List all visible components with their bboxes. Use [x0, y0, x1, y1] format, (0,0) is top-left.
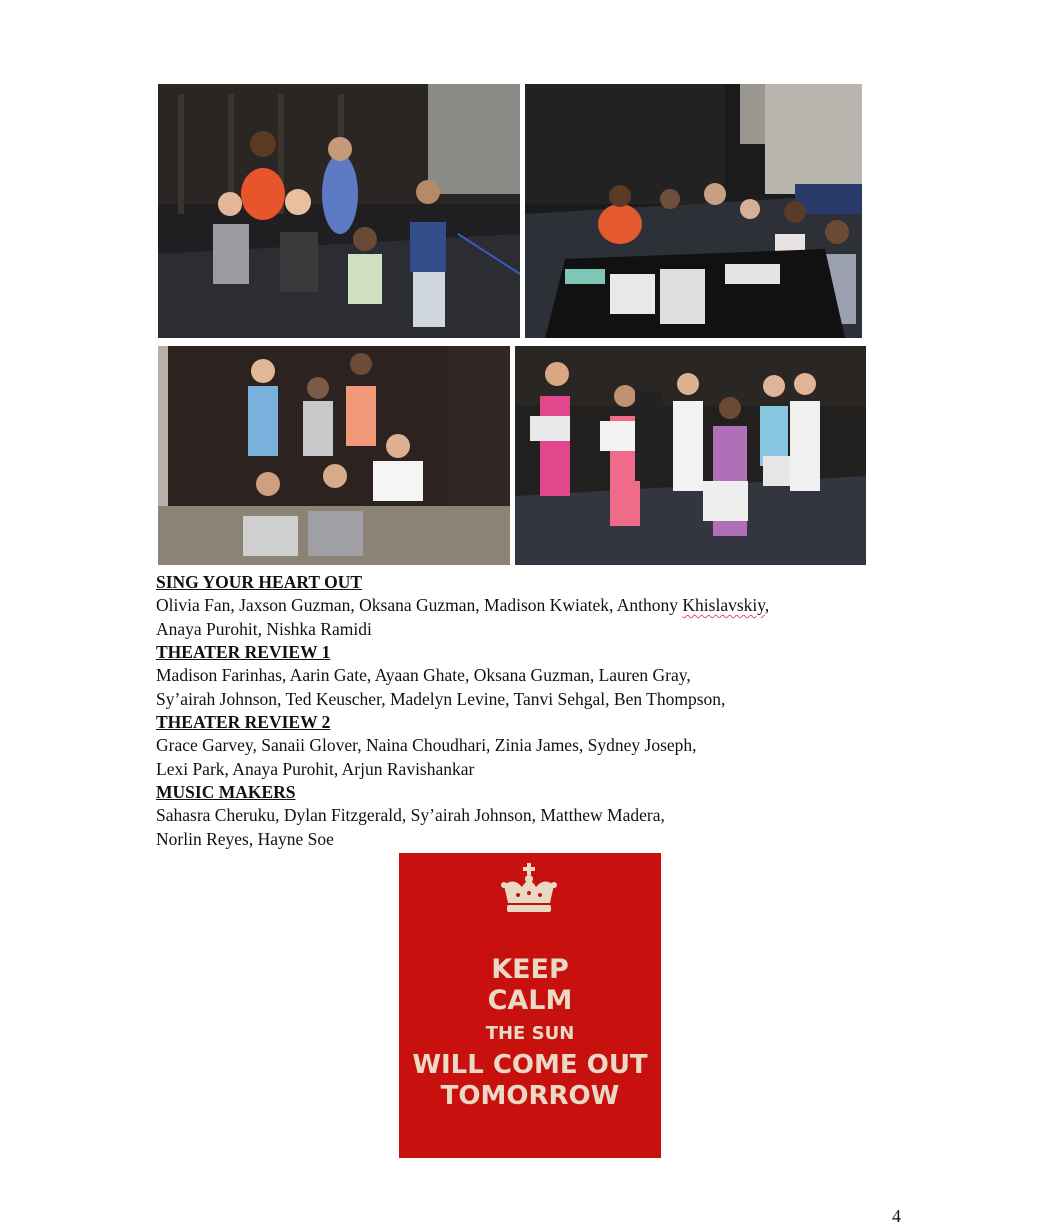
names-line: Sy’airah Johnson, Ted Keuscher, Madelyn Levine, Tanvi Sehgal, Ben Thompson,	[156, 688, 726, 709]
names-punctuation: ,	[764, 595, 770, 615]
photo-group-singing	[515, 346, 866, 565]
names-line: Grace Garvey, Sanaii Glover, Naina Choudhari, Zinia James, Sydney Joseph,	[156, 735, 697, 755]
section-theater-review-2	[156, 711, 876, 781]
names-line: Norlin Reyes, Hayne Soe	[156, 828, 334, 849]
section-heading: THEATER REVIEW 1	[156, 642, 331, 662]
section-music-makers	[156, 781, 876, 851]
section-heading: THEATER REVIEW 2	[156, 712, 331, 732]
section-theater-review-1	[156, 641, 876, 711]
poster-line-the-sun: THE SUN	[485, 1023, 575, 1044]
photo-group-room	[158, 346, 510, 565]
names-line: Madison Farinhas, Aarin Gate, Ayaan Ghate, Oksana Guzman, Lauren Gray,	[156, 665, 691, 685]
crown-icon	[498, 863, 560, 919]
ensemble-rosters	[156, 571, 876, 851]
poster-line-tomorrow: TOMORROW	[440, 1081, 620, 1111]
names-line: Olivia Fan, Jaxson Guzman, Oksana Guzman, Madison Kwiatek, Anthony	[156, 595, 683, 615]
page-number: 4	[892, 1206, 901, 1226]
section-names	[156, 664, 876, 711]
poster-line-calm: CALM	[487, 985, 573, 1016]
section-heading: SING YOUR HEART OUT	[156, 572, 363, 592]
section-names	[156, 734, 876, 781]
section-sing-your-heart-out	[156, 571, 876, 641]
poster-line-will-come-out: WILL COME OUT	[412, 1050, 648, 1080]
poster-line-keep: KEEP	[491, 954, 569, 985]
names-line: Lexi Park, Anaya Purohit, Arjun Ravishankar	[156, 758, 475, 779]
names-misspelled-word: Khislavskiy	[682, 595, 765, 615]
keep-calm-poster	[399, 853, 661, 1158]
photo-group-stage	[158, 84, 520, 338]
section-names	[156, 594, 876, 641]
photo-table-rehearsal	[525, 84, 862, 338]
names-line: Sahasra Cheruku, Dylan Fitzgerald, Sy’airah Johnson, Matthew Madera,	[156, 805, 665, 825]
section-heading: MUSIC MAKERS	[156, 782, 296, 802]
names-line: Anaya Purohit, Nishka Ramidi	[156, 618, 372, 639]
section-names	[156, 804, 876, 851]
